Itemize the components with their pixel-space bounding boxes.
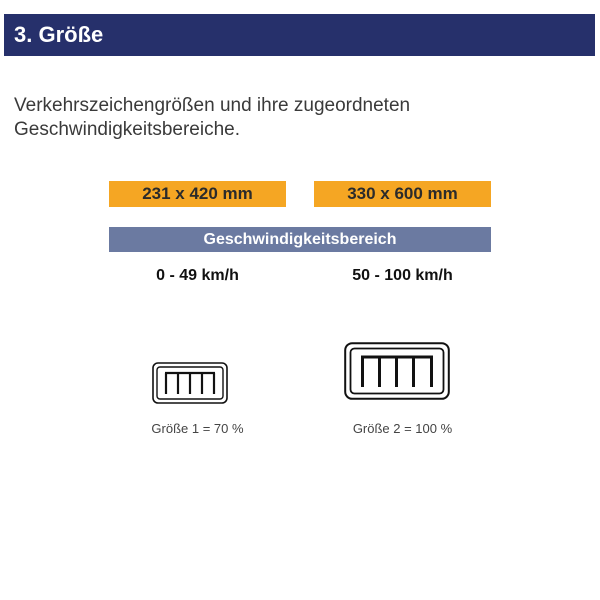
speed-range-1: 0 - 49 km/h <box>156 267 239 284</box>
size-caption-1: Größe 1 = 70 % <box>151 421 244 436</box>
size-caption-2: Größe 2 = 100 % <box>352 421 453 436</box>
section-header <box>4 14 595 56</box>
intro-line-1: Verkehrszeichengrößen und ihre zugeordneten <box>14 95 411 116</box>
section-title: 3. Größe <box>14 22 104 47</box>
speed-range-header: Geschwindigkeitsbereich <box>109 227 491 252</box>
intro-line-2: Geschwindigkeitsbereiche. <box>14 119 241 140</box>
speed-range-2: 50 - 100 km/h <box>352 267 453 284</box>
sign-size-1-icon <box>152 362 228 404</box>
size-label-2: 330 x 600 mm <box>314 181 491 207</box>
sign-size-2-icon <box>344 342 450 400</box>
size-label-1: 231 x 420 mm <box>109 181 286 207</box>
intro-text <box>14 94 584 142</box>
